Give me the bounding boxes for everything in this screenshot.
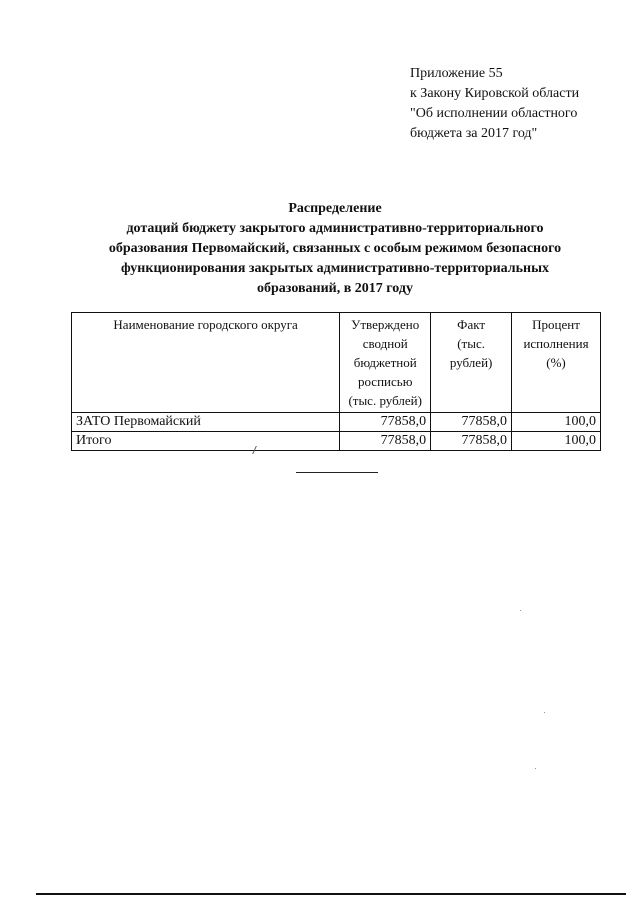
title-line-2: дотаций бюджету закрытого административно-территориального: [126, 221, 544, 236]
cell-fact: 77858,0: [431, 413, 512, 432]
table-row: [72, 413, 601, 432]
cell-approved: 77858,0: [340, 432, 431, 451]
distribution-table: [71, 312, 601, 451]
table-header-row: [72, 313, 601, 413]
table-row-total: [72, 432, 601, 451]
appendix-line-4: бюджета за 2017 год": [410, 126, 538, 141]
header-approved-line: сводной: [362, 336, 408, 351]
cell-name: ЗАТО Первомайский: [72, 413, 340, 432]
scan-speck: [544, 712, 545, 713]
title-line-3: образования Первомайский, связанных с особым режимом безопасного: [108, 241, 562, 256]
header-percent: [512, 313, 601, 413]
header-approved-line: росписью: [357, 374, 413, 389]
header-percent-line: Процент: [532, 317, 580, 332]
header-approved-line: бюджетной: [353, 355, 417, 370]
header-percent-line: исполнения: [523, 336, 589, 351]
header-fact: [431, 313, 512, 413]
header-name-text: Наименование городского округа: [113, 317, 298, 332]
header-approved-line: Утверждено: [351, 317, 420, 332]
appendix-line-1: Приложение 55: [410, 66, 503, 81]
cell-percent: 100,0: [512, 413, 601, 432]
cell-percent: 100,0: [512, 432, 601, 451]
header-percent-line: (%): [546, 355, 566, 370]
document-title: [70, 199, 600, 299]
header-fact-line: (тыс. рублей): [449, 336, 493, 370]
header-name: [72, 313, 340, 413]
cell-approved: 77858,0: [340, 413, 431, 432]
header-approved: [340, 313, 431, 413]
appendix-line-3: "Об исполнении областного: [410, 106, 578, 121]
header-approved-line: (тыс. рублей): [348, 393, 422, 408]
title-line-4: функционирования закрытых административно-территориальных: [120, 261, 550, 276]
title-line-5: образований, в 2017 году: [257, 281, 413, 296]
appendix-note: [410, 64, 630, 144]
scan-speck: [520, 610, 521, 611]
end-separator-line: [296, 472, 378, 473]
header-fact-line: Факт: [457, 317, 486, 332]
title-line-1: Распределение: [288, 201, 382, 216]
scan-speck: [535, 768, 536, 769]
page-bottom-rule: [36, 893, 626, 895]
cell-name: Итого: [72, 432, 340, 451]
appendix-line-2: к Закону Кировской области: [410, 86, 580, 101]
cell-fact: 77858,0: [431, 432, 512, 451]
